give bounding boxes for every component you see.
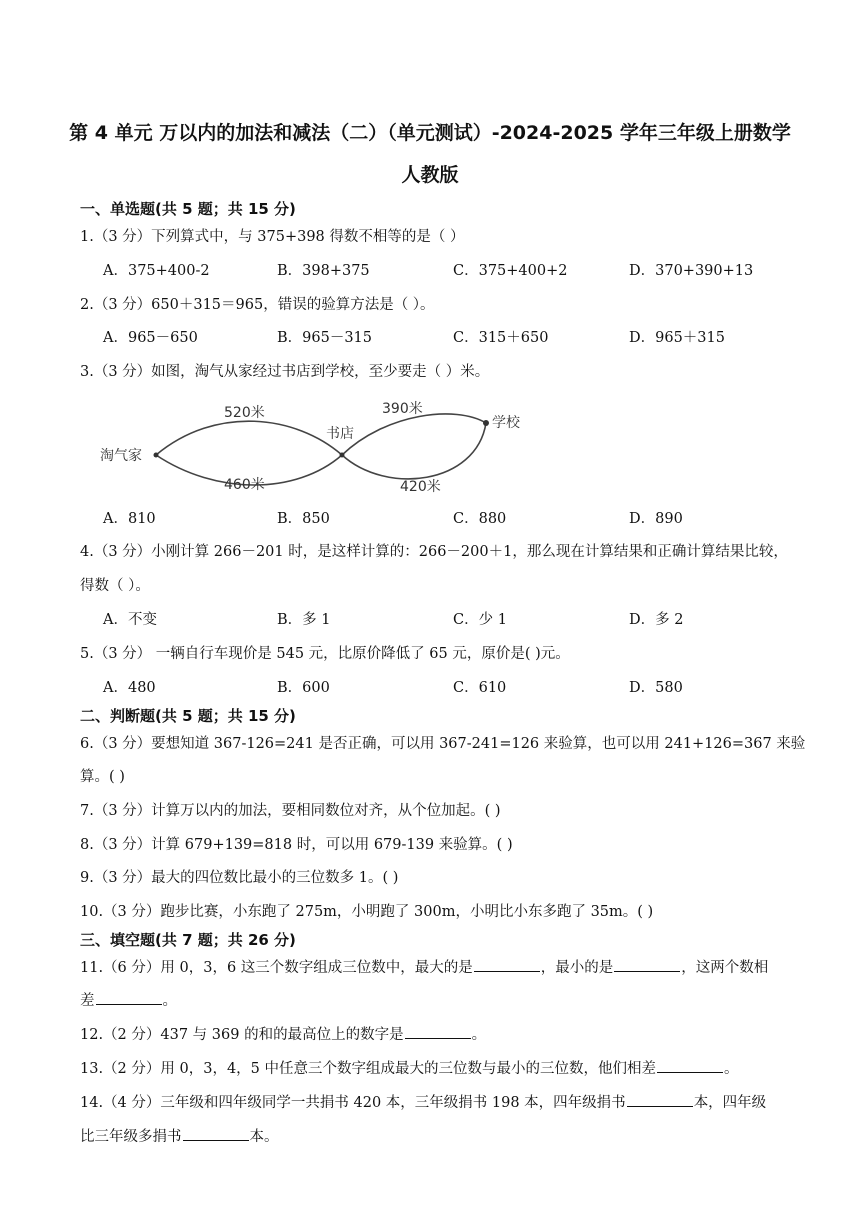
q5-option-d: D．580 [629,680,683,696]
q2-option-c: C．315＋650 [453,330,549,346]
question-5: 5.（3 分） 一辆自行车现价是 545 元，比原价降低了 65 元，原价是( )元。 [80,646,570,662]
q11-part-d: 差 [80,993,95,1009]
question-14-cont [80,1125,279,1146]
q1-option-a: A．375+400-2 [103,263,210,279]
label-top-right-distance: 390米 [382,401,423,417]
question-2: 2.（3 分）650＋315＝965，错误的验算方法是（ ）。 [80,297,435,313]
doc-title-line1: 第 4 单元 万以内的加法和减法（二）（单元测试）-2024-2025 学年三年级上册数学 [69,122,791,144]
question-14 [80,1091,766,1112]
question-4-cont: 得数（ ）。 [80,578,150,594]
store-dot [340,453,345,458]
question-1: 1.（3 分）下列算式中，与 375+398 得数不相等的是（ ） [80,229,465,245]
q2-option-b: B．965－315 [277,330,373,346]
q4-option-a: A．不变 [103,612,157,628]
label-home: 淘气家 [100,448,142,464]
question-6: 6.（3 分）要想知道 367-126=241 是否正确，可以用 367-241=126 来验算，也可以用 241+126=367 来验 [80,736,806,752]
question-13 [80,1057,739,1078]
q1-option-b: B．398+375 [277,263,370,279]
q12-part-b: 。 [471,1027,487,1043]
answer-blank[interactable] [405,1024,471,1039]
q2-option-d: D．965＋315 [629,330,725,346]
label-bottom-left-distance: 460米 [224,477,265,493]
q1-option-d: D．370+390+13 [629,263,754,279]
q13-part-b: 。 [724,1061,739,1077]
answer-blank[interactable] [657,1058,723,1073]
question-12 [80,1023,486,1044]
q4-option-c: C．少 1 [453,612,507,628]
q3-option-c: C．880 [453,511,507,527]
q3-option-a: A．810 [103,511,156,527]
section-true-false: 二、判断题(共 5 题；共 15 分) [80,707,296,725]
q4-option-b: B．多 1 [277,612,331,628]
question-7: 7.（3 分）计算万以内的加法，要相同数位对齐，从个位加起。( ) [80,803,501,819]
q14-part-d: 本。 [249,1129,279,1145]
q1-option-c: C．375+400+2 [453,263,568,279]
q14-part-c: 比三年级多捐书 [80,1129,182,1145]
answer-blank[interactable] [474,957,540,972]
q11-part-e: 。 [162,993,177,1009]
q5-option-c: C．610 [453,680,507,696]
question-4: 4.（3 分）小刚计算 266－201 时，是这样计算的：266－200＋1，那么现在计算结果和正确计算结果比较， [80,544,788,560]
home-dot [154,453,159,458]
q4-option-d: D．多 2 [629,612,684,628]
q3-option-d: D．890 [629,511,683,527]
question-9: 9.（3 分）最大的四位数比最小的三位数多 1。( ) [80,870,399,886]
answer-blank[interactable] [183,1126,249,1141]
label-bottom-right-distance: 420米 [400,479,441,495]
answer-blank[interactable] [627,1092,693,1107]
q14-part-b: 本，四年级 [693,1095,767,1111]
q13-part-a: 13.（2 分）用 0，3，4，5 中任意三个数字组成最大的三位数与最小的三位数，他们相差 [80,1061,657,1077]
q3-option-b: B．850 [277,511,330,527]
route-top-right [342,414,486,455]
doc-title-line2: 人教版 [401,164,459,186]
section-fill-in: 三、填空题(共 7 题；共 26 分) [80,931,296,949]
q5-option-a: A．480 [103,680,156,696]
question-6-cont: 算。( ) [80,769,125,785]
school-dot [483,420,489,426]
question-8: 8.（3 分）计算 679+139=818 时，可以用 679-139 来验算。( ) [80,837,513,853]
q11-part-a: 11.（6 分）用 0，3，6 这三个数字组成三位数中，最大的是 [80,960,473,976]
q5-option-b: B．600 [277,680,330,696]
answer-blank[interactable] [614,957,680,972]
question-10: 10.（3 分）跑步比赛，小东跑了 275m，小明跑了 300m，小明比小东多跑了 35m。( ) [80,904,654,920]
route-bottom-right [342,423,486,479]
question-11-cont [80,989,177,1010]
question-3: 3.（3 分）如图，淘气从家经过书店到学校，至少要走（ ）米。 [80,364,490,380]
q2-option-a: A．965－650 [103,330,198,346]
answer-blank[interactable] [96,990,162,1005]
route-top-left [156,421,342,455]
route-figure [96,395,520,505]
label-store: 书店 [326,426,354,442]
q14-part-a: 14.（4 分）三年级和四年级同学一共捐书 420 本，三年级捐书 198 本，四年级捐书 [80,1095,626,1111]
q11-part-c: ，这两个数相 [681,960,769,976]
q11-part-b: ，最小的是 [540,960,614,976]
q12-part-a: 12.（2 分）437 与 369 的和的最高位上的数字是 [80,1027,404,1043]
label-school: 学校 [492,415,520,431]
question-11 [80,956,768,977]
label-top-left-distance: 520米 [224,405,265,421]
section-single-choice: 一、单选题(共 5 题；共 15 分) [80,200,296,218]
